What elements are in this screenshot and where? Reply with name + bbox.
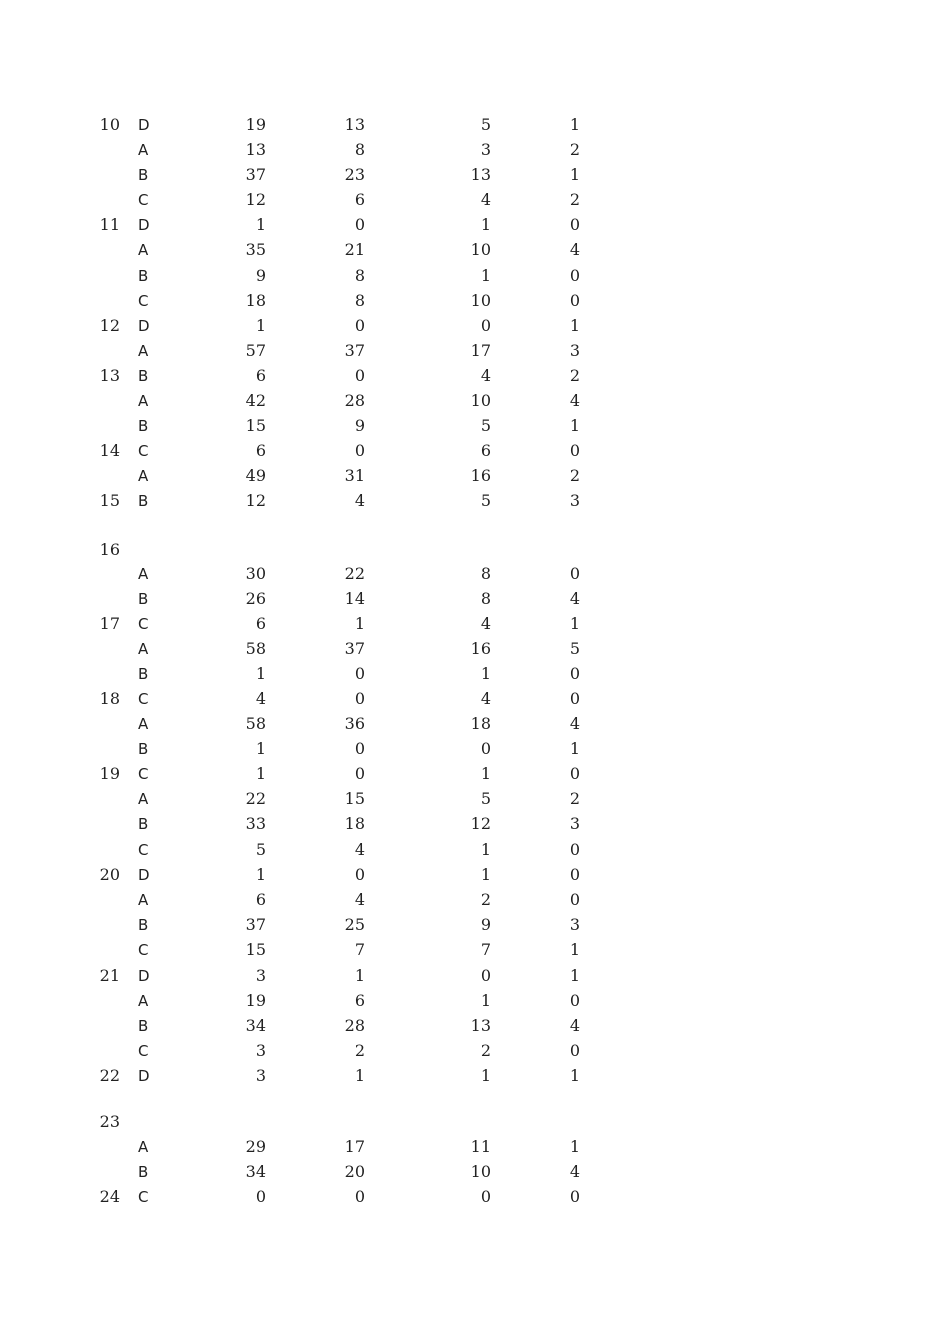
count-cell-col-4: 1 [569, 966, 580, 985]
option-letter: B [138, 492, 149, 510]
count-cell-col-3: 18 [470, 714, 491, 733]
count-cell-col-2: 6 [354, 190, 365, 209]
count-cell-col-1: 49 [245, 466, 266, 485]
option-letter: A [138, 141, 149, 159]
question-number: 14 [99, 441, 120, 460]
count-cell-col-2: 8 [354, 291, 365, 310]
count-cell-col-1: 12 [245, 491, 266, 510]
count-cell-col-4: 0 [569, 890, 580, 909]
count-cell-col-3: 10 [470, 291, 491, 310]
count-cell-col-2: 23 [344, 165, 365, 184]
count-cell-col-1: 0 [255, 1187, 266, 1206]
count-cell-col-4: 4 [569, 391, 580, 410]
count-cell-col-3: 7 [480, 940, 491, 959]
option-letter: A [138, 640, 149, 658]
question-number: 22 [99, 1066, 120, 1085]
count-cell-col-1: 19 [245, 115, 266, 134]
count-cell-col-3: 4 [480, 366, 491, 385]
count-cell-col-4: 0 [569, 991, 580, 1010]
count-cell-col-2: 4 [354, 840, 365, 859]
option-letter: C [138, 841, 149, 859]
count-cell-col-4: 1 [569, 115, 580, 134]
count-cell-col-1: 34 [245, 1016, 266, 1035]
count-cell-col-3: 5 [480, 789, 491, 808]
count-cell-col-2: 9 [354, 416, 365, 435]
count-cell-col-1: 12 [245, 190, 266, 209]
question-number: 15 [99, 491, 120, 510]
count-cell-col-2: 0 [354, 366, 365, 385]
count-cell-col-4: 0 [569, 291, 580, 310]
option-letter: B [138, 665, 149, 683]
option-letter: B [138, 417, 149, 435]
count-cell-col-4: 1 [569, 739, 580, 758]
count-cell-col-2: 37 [344, 341, 365, 360]
count-cell-col-1: 4 [255, 689, 266, 708]
count-cell-col-4: 1 [569, 416, 580, 435]
count-cell-col-1: 1 [255, 664, 266, 683]
count-cell-col-1: 6 [255, 890, 266, 909]
count-cell-col-2: 8 [354, 266, 365, 285]
count-cell-col-4: 3 [569, 341, 580, 360]
count-cell-col-4: 0 [569, 689, 580, 708]
count-cell-col-2: 0 [354, 1187, 365, 1206]
count-cell-col-2: 22 [344, 564, 365, 583]
option-letter: D [138, 866, 150, 884]
count-cell-col-1: 1 [255, 739, 266, 758]
count-cell-col-4: 0 [569, 865, 580, 884]
option-letter: D [138, 116, 150, 134]
count-cell-col-3: 0 [480, 739, 491, 758]
option-letter: A [138, 241, 149, 259]
count-cell-col-2: 15 [344, 789, 365, 808]
count-cell-col-1: 15 [245, 416, 266, 435]
option-letter: D [138, 216, 150, 234]
count-cell-col-3: 5 [480, 115, 491, 134]
option-letter: B [138, 367, 149, 385]
count-cell-col-4: 0 [569, 441, 580, 460]
option-letter: C [138, 1042, 149, 1060]
count-cell-col-4: 1 [569, 165, 580, 184]
count-cell-col-2: 8 [354, 140, 365, 159]
count-cell-col-2: 1 [354, 1066, 365, 1085]
option-letter: C [138, 1188, 149, 1206]
count-cell-col-1: 19 [245, 991, 266, 1010]
count-cell-col-1: 3 [255, 966, 266, 985]
count-cell-col-4: 2 [569, 140, 580, 159]
count-cell-col-2: 13 [344, 115, 365, 134]
count-cell-col-3: 1 [480, 1066, 491, 1085]
count-cell-col-1: 35 [245, 240, 266, 259]
question-number: 17 [99, 614, 120, 633]
count-cell-col-1: 33 [245, 814, 266, 833]
count-cell-col-1: 42 [245, 391, 266, 410]
count-cell-col-4: 0 [569, 1187, 580, 1206]
count-cell-col-4: 4 [569, 589, 580, 608]
count-cell-col-2: 0 [354, 764, 365, 783]
count-cell-col-1: 6 [255, 366, 266, 385]
count-cell-col-4: 0 [569, 1041, 580, 1060]
count-cell-col-2: 6 [354, 991, 365, 1010]
count-cell-col-3: 8 [480, 589, 491, 608]
question-number: 21 [99, 966, 120, 985]
count-cell-col-3: 6 [480, 441, 491, 460]
count-cell-col-1: 22 [245, 789, 266, 808]
count-cell-col-1: 6 [255, 441, 266, 460]
count-cell-col-2: 31 [344, 466, 365, 485]
count-cell-col-3: 2 [480, 1041, 491, 1060]
count-cell-col-3: 4 [480, 190, 491, 209]
count-cell-col-3: 1 [480, 865, 491, 884]
count-cell-col-1: 37 [245, 165, 266, 184]
count-cell-col-1: 34 [245, 1162, 266, 1181]
count-cell-col-1: 3 [255, 1066, 266, 1085]
option-letter: A [138, 790, 149, 808]
count-cell-col-4: 4 [569, 1162, 580, 1181]
count-cell-col-1: 30 [245, 564, 266, 583]
count-cell-col-1: 57 [245, 341, 266, 360]
count-cell-col-1: 26 [245, 589, 266, 608]
option-letter: C [138, 941, 149, 959]
question-number: 12 [99, 316, 120, 335]
count-cell-col-4: 4 [569, 240, 580, 259]
count-cell-col-3: 10 [470, 1162, 491, 1181]
count-cell-col-3: 16 [470, 466, 491, 485]
question-number: 10 [99, 115, 120, 134]
option-letter: A [138, 565, 149, 583]
count-cell-col-4: 4 [569, 714, 580, 733]
option-letter: B [138, 1017, 149, 1035]
count-cell-col-1: 37 [245, 915, 266, 934]
count-cell-col-1: 1 [255, 215, 266, 234]
count-cell-col-2: 37 [344, 639, 365, 658]
option-letter: D [138, 1067, 150, 1085]
option-letter: B [138, 740, 149, 758]
count-cell-col-3: 10 [470, 240, 491, 259]
count-cell-col-2: 0 [354, 664, 365, 683]
option-letter: B [138, 267, 149, 285]
count-cell-col-4: 0 [569, 564, 580, 583]
count-cell-col-2: 0 [354, 215, 365, 234]
count-cell-col-3: 5 [480, 491, 491, 510]
option-letter: A [138, 392, 149, 410]
count-cell-col-4: 3 [569, 814, 580, 833]
count-cell-col-3: 8 [480, 564, 491, 583]
option-letter: C [138, 615, 149, 633]
count-cell-col-3: 13 [470, 1016, 491, 1035]
count-cell-col-3: 0 [480, 1187, 491, 1206]
count-cell-col-4: 0 [569, 840, 580, 859]
count-cell-col-1: 29 [245, 1137, 266, 1156]
count-cell-col-2: 0 [354, 865, 365, 884]
count-cell-col-3: 1 [480, 266, 491, 285]
count-cell-col-3: 4 [480, 689, 491, 708]
count-cell-col-2: 28 [344, 1016, 365, 1035]
count-cell-col-1: 1 [255, 316, 266, 335]
count-cell-col-4: 3 [569, 915, 580, 934]
question-number: 20 [99, 865, 120, 884]
count-cell-col-1: 1 [255, 764, 266, 783]
count-cell-col-3: 0 [480, 966, 491, 985]
count-cell-col-2: 1 [354, 966, 365, 985]
count-cell-col-2: 0 [354, 689, 365, 708]
count-cell-col-4: 2 [569, 366, 580, 385]
count-cell-col-3: 0 [480, 316, 491, 335]
count-cell-col-3: 9 [480, 915, 491, 934]
count-cell-col-1: 13 [245, 140, 266, 159]
count-cell-col-1: 1 [255, 865, 266, 884]
count-cell-col-1: 5 [255, 840, 266, 859]
count-cell-col-3: 13 [470, 165, 491, 184]
count-cell-col-4: 1 [569, 614, 580, 633]
count-cell-col-1: 58 [245, 714, 266, 733]
option-letter: C [138, 690, 149, 708]
count-cell-col-1: 6 [255, 614, 266, 633]
count-cell-col-4: 0 [569, 215, 580, 234]
count-cell-col-2: 4 [354, 890, 365, 909]
option-letter: A [138, 715, 149, 733]
count-cell-col-2: 36 [344, 714, 365, 733]
count-cell-col-3: 1 [480, 764, 491, 783]
count-cell-col-4: 2 [569, 789, 580, 808]
question-number: 24 [99, 1187, 120, 1206]
count-cell-col-3: 12 [470, 814, 491, 833]
count-cell-col-2: 1 [354, 614, 365, 633]
count-cell-col-4: 0 [569, 266, 580, 285]
count-cell-col-2: 2 [354, 1041, 365, 1060]
option-letter: B [138, 166, 149, 184]
option-letter: A [138, 1138, 149, 1156]
count-cell-col-2: 0 [354, 316, 365, 335]
count-cell-col-3: 1 [480, 991, 491, 1010]
count-cell-col-3: 1 [480, 840, 491, 859]
count-cell-col-4: 1 [569, 316, 580, 335]
question-number: 16 [99, 540, 120, 559]
option-letter: B [138, 1163, 149, 1181]
count-cell-col-4: 2 [569, 466, 580, 485]
count-cell-col-1: 9 [255, 266, 266, 285]
count-cell-col-2: 7 [354, 940, 365, 959]
option-letter: A [138, 891, 149, 909]
count-cell-col-3: 1 [480, 215, 491, 234]
question-number: 19 [99, 764, 120, 783]
count-cell-col-1: 3 [255, 1041, 266, 1060]
count-cell-col-4: 0 [569, 764, 580, 783]
count-cell-col-3: 3 [480, 140, 491, 159]
count-cell-col-3: 4 [480, 614, 491, 633]
count-cell-col-2: 28 [344, 391, 365, 410]
question-number: 13 [99, 366, 120, 385]
count-cell-col-2: 0 [354, 441, 365, 460]
option-letter: C [138, 442, 149, 460]
question-number: 11 [99, 215, 120, 234]
count-cell-col-4: 4 [569, 1016, 580, 1035]
option-letter: D [138, 967, 150, 985]
option-letter: C [138, 765, 149, 783]
count-cell-col-1: 58 [245, 639, 266, 658]
option-letter: C [138, 292, 149, 310]
count-cell-col-3: 17 [470, 341, 491, 360]
count-cell-col-3: 2 [480, 890, 491, 909]
count-cell-col-2: 21 [344, 240, 365, 259]
count-cell-col-2: 20 [344, 1162, 365, 1181]
count-cell-col-3: 16 [470, 639, 491, 658]
question-number: 23 [99, 1112, 120, 1131]
option-letter: D [138, 317, 150, 335]
count-cell-col-4: 1 [569, 1137, 580, 1156]
option-letter: B [138, 916, 149, 934]
option-letter: C [138, 191, 149, 209]
count-cell-col-4: 3 [569, 491, 580, 510]
count-cell-col-1: 15 [245, 940, 266, 959]
count-cell-col-4: 0 [569, 664, 580, 683]
count-cell-col-4: 1 [569, 940, 580, 959]
count-cell-col-3: 1 [480, 664, 491, 683]
count-cell-col-3: 10 [470, 391, 491, 410]
count-cell-col-4: 2 [569, 190, 580, 209]
count-cell-col-1: 18 [245, 291, 266, 310]
option-letter: B [138, 815, 149, 833]
count-cell-col-2: 18 [344, 814, 365, 833]
count-cell-col-2: 4 [354, 491, 365, 510]
option-letter: B [138, 590, 149, 608]
option-letter: A [138, 467, 149, 485]
count-cell-col-2: 25 [344, 915, 365, 934]
count-cell-col-3: 5 [480, 416, 491, 435]
question-number: 18 [99, 689, 120, 708]
count-cell-col-2: 14 [344, 589, 365, 608]
count-cell-col-3: 11 [470, 1137, 491, 1156]
option-letter: A [138, 992, 149, 1010]
count-cell-col-4: 1 [569, 1066, 580, 1085]
count-cell-col-2: 17 [344, 1137, 365, 1156]
count-cell-col-4: 5 [569, 639, 580, 658]
option-letter: A [138, 342, 149, 360]
count-cell-col-2: 0 [354, 739, 365, 758]
